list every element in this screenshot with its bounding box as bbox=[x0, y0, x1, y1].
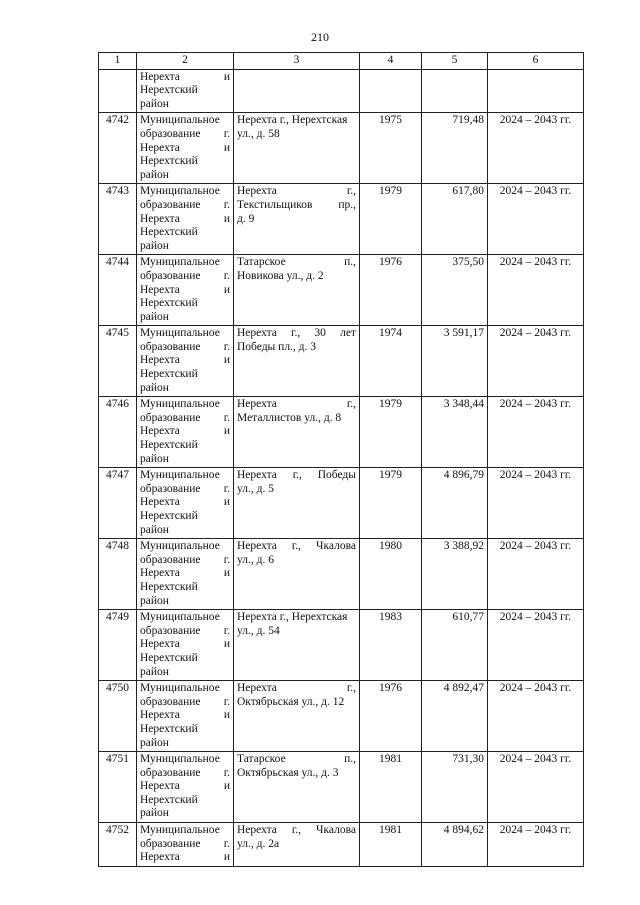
cell-line bbox=[140, 824, 230, 838]
cell-number: 4748 bbox=[99, 539, 137, 610]
continuation-cell-period bbox=[488, 69, 584, 113]
cell-period: 2024 – 2043 гг. bbox=[488, 326, 584, 397]
cell-area: 4 896,79 bbox=[422, 468, 488, 539]
cell-line bbox=[237, 185, 356, 199]
cell-word: Новикова ул., д. 2 bbox=[237, 269, 324, 282]
page-number: 210 bbox=[311, 30, 329, 44]
cell-word: и bbox=[223, 638, 230, 651]
table-row bbox=[99, 326, 584, 397]
cell-period: 2024 – 2043 гг. bbox=[488, 752, 584, 823]
cell-word: и bbox=[223, 212, 230, 225]
cell-word: район bbox=[140, 523, 169, 536]
cell-number: 4742 bbox=[99, 113, 137, 184]
cell-word: Нерехта bbox=[140, 709, 180, 722]
cell-word: и bbox=[223, 70, 230, 83]
cell-word: Нерехта bbox=[140, 851, 180, 864]
cell-owner bbox=[137, 326, 234, 397]
cell-word: Нерехта bbox=[237, 185, 277, 198]
cell-line bbox=[140, 142, 230, 156]
cell-line bbox=[140, 682, 230, 696]
cell-line bbox=[140, 638, 230, 652]
cell-line bbox=[140, 581, 230, 595]
cell-line bbox=[237, 327, 356, 341]
cell-period: 2024 – 2043 гг. bbox=[488, 610, 584, 681]
cell-line bbox=[140, 723, 230, 737]
cell-word: и bbox=[223, 851, 230, 864]
cell-year: 1979 bbox=[360, 468, 422, 539]
cell-line bbox=[140, 327, 230, 341]
cell-address bbox=[234, 468, 360, 539]
cell-number: 4745 bbox=[99, 326, 137, 397]
table-row bbox=[99, 681, 584, 752]
cell-area: 617,80 bbox=[422, 184, 488, 255]
cell-owner bbox=[137, 113, 234, 184]
cell-line bbox=[140, 398, 230, 412]
cell-word: Муниципальное bbox=[140, 753, 220, 766]
table-row bbox=[99, 184, 584, 255]
cell-line bbox=[140, 696, 230, 710]
cell-word: г., bbox=[346, 682, 356, 695]
cell-word: г. bbox=[223, 695, 230, 708]
cell-address bbox=[234, 752, 360, 823]
cell-word: ул., д. 6 bbox=[237, 553, 274, 566]
cell-line bbox=[140, 425, 230, 439]
cell-number: 4746 bbox=[99, 397, 137, 468]
cell-address bbox=[234, 397, 360, 468]
continuation-cell-number bbox=[99, 69, 137, 113]
cell-word: г., bbox=[346, 398, 356, 411]
cell-line bbox=[237, 341, 356, 355]
cell-year: 1979 bbox=[360, 184, 422, 255]
cell-word: г. bbox=[223, 482, 230, 495]
continuation-row bbox=[99, 69, 584, 113]
cell-year: 1981 bbox=[360, 752, 422, 823]
cell-word: г. bbox=[223, 411, 230, 424]
cell-line bbox=[237, 199, 356, 213]
continuation-cell-address bbox=[234, 69, 360, 113]
cell-word: район bbox=[140, 452, 169, 465]
cell-word: лет bbox=[340, 327, 356, 340]
cell-period: 2024 – 2043 гг. bbox=[488, 397, 584, 468]
cell-line bbox=[140, 737, 230, 751]
cell-word: Муниципальное bbox=[140, 185, 220, 198]
cell-line bbox=[237, 696, 356, 710]
cell-word: район bbox=[140, 594, 169, 607]
cell-word: п., bbox=[344, 256, 356, 269]
cell-line bbox=[140, 496, 230, 510]
table-body bbox=[99, 53, 584, 867]
column-header-4: 4 bbox=[360, 53, 422, 70]
cell-line bbox=[140, 311, 230, 325]
cell-line bbox=[140, 382, 230, 396]
cell-word: Нерехта bbox=[237, 824, 277, 837]
table-row bbox=[99, 113, 584, 184]
cell-line bbox=[140, 483, 230, 497]
continuation-cell-area bbox=[422, 69, 488, 113]
cell-word: и bbox=[223, 496, 230, 509]
cell-word: Муниципальное bbox=[140, 540, 220, 553]
cell-line bbox=[140, 807, 230, 821]
cell-line bbox=[237, 824, 356, 838]
cell-word: ул., д. 58 bbox=[237, 127, 280, 140]
cell-line bbox=[237, 114, 356, 128]
cell-line bbox=[140, 412, 230, 426]
cell-word: образование bbox=[140, 127, 201, 140]
table-row bbox=[99, 610, 584, 681]
continuation-cell-year bbox=[360, 69, 422, 113]
column-header-3: 3 bbox=[234, 53, 360, 70]
cell-word: Муниципальное bbox=[140, 256, 220, 269]
cell-line bbox=[237, 540, 356, 554]
cell-line bbox=[140, 540, 230, 554]
column-header-2: 2 bbox=[137, 53, 234, 70]
cell-word: г. bbox=[223, 269, 230, 282]
cell-period: 2024 – 2043 гг. bbox=[488, 468, 584, 539]
cell-word: Нерехтский bbox=[140, 297, 198, 310]
cell-word: образование bbox=[140, 340, 201, 353]
header-row bbox=[99, 53, 584, 70]
cell-year: 1980 bbox=[360, 539, 422, 610]
cell-area: 4 892,47 bbox=[422, 681, 488, 752]
cell-word: район bbox=[140, 97, 169, 110]
cell-word: и bbox=[223, 567, 230, 580]
cell-line bbox=[237, 469, 356, 483]
cell-word: Нерехтский bbox=[140, 368, 198, 381]
registry-table bbox=[98, 52, 584, 867]
cell-line bbox=[140, 270, 230, 284]
cell-line bbox=[140, 709, 230, 723]
cell-line bbox=[140, 213, 230, 227]
cell-line bbox=[140, 453, 230, 467]
cell-line bbox=[140, 155, 230, 169]
cell-area: 3 348,44 bbox=[422, 397, 488, 468]
cell-period: 2024 – 2043 гг. bbox=[488, 255, 584, 326]
cell-word: Нерехтский bbox=[140, 651, 198, 664]
cell-line bbox=[140, 767, 230, 781]
cell-area: 731,30 bbox=[422, 752, 488, 823]
cell-line bbox=[140, 554, 230, 568]
cell-line bbox=[140, 169, 230, 183]
cell-area: 375,50 bbox=[422, 255, 488, 326]
cell-number: 4752 bbox=[99, 823, 137, 867]
cell-year: 1975 bbox=[360, 113, 422, 184]
cell-word: Нерехта bbox=[237, 682, 277, 695]
cell-line bbox=[140, 666, 230, 680]
cell-word: Нерехта bbox=[237, 398, 277, 411]
cell-line bbox=[237, 128, 356, 142]
cell-word: Муниципальное bbox=[140, 114, 220, 127]
cell-word: Металлистов ул., д. 8 bbox=[237, 411, 342, 424]
cell-year: 1976 bbox=[360, 255, 422, 326]
cell-number: 4744 bbox=[99, 255, 137, 326]
cell-year: 1976 bbox=[360, 681, 422, 752]
cell-word: Нерехтский bbox=[140, 722, 198, 735]
cell-line bbox=[237, 554, 356, 568]
cell-line bbox=[140, 341, 230, 355]
cell-address bbox=[234, 823, 360, 867]
cell-word: Нерехта bbox=[140, 141, 180, 154]
cell-line bbox=[237, 483, 356, 497]
cell-line bbox=[140, 256, 230, 270]
cell-word: г. bbox=[223, 766, 230, 779]
cell-word: г., bbox=[291, 327, 301, 340]
cell-line bbox=[237, 398, 356, 412]
cell-line bbox=[140, 469, 230, 483]
cell-line bbox=[140, 98, 230, 112]
cell-word: район bbox=[140, 807, 169, 820]
cell-line bbox=[140, 240, 230, 254]
table-row bbox=[99, 468, 584, 539]
table-row bbox=[99, 752, 584, 823]
cell-owner bbox=[137, 823, 234, 867]
cell-word: г. bbox=[223, 198, 230, 211]
cell-word: Нерехта bbox=[140, 496, 180, 509]
cell-word: г., bbox=[346, 185, 356, 198]
cell-word: район bbox=[140, 239, 169, 252]
cell-area: 4 894,62 bbox=[422, 823, 488, 867]
cell-word: образование bbox=[140, 766, 201, 779]
cell-owner bbox=[137, 184, 234, 255]
cell-address bbox=[234, 255, 360, 326]
cell-word: Текстильщиков bbox=[237, 198, 313, 211]
cell-word: Нерехта bbox=[140, 567, 180, 580]
cell-line bbox=[140, 851, 230, 865]
cell-owner bbox=[137, 468, 234, 539]
cell-area: 3 388,92 bbox=[422, 539, 488, 610]
cell-line bbox=[237, 682, 356, 696]
cell-year: 1974 bbox=[360, 326, 422, 397]
cell-line bbox=[140, 84, 230, 98]
table-row bbox=[99, 397, 584, 468]
cell-word: Нерехта bbox=[237, 469, 277, 482]
cell-word: образование bbox=[140, 837, 201, 850]
cell-word: Нерехтский bbox=[140, 793, 198, 806]
cell-period: 2024 – 2043 гг. bbox=[488, 184, 584, 255]
cell-word: Нерехта bbox=[237, 327, 277, 340]
cell-line bbox=[237, 753, 356, 767]
cell-address bbox=[234, 184, 360, 255]
cell-line bbox=[140, 780, 230, 794]
cell-word: 30 bbox=[314, 327, 326, 340]
cell-owner bbox=[137, 610, 234, 681]
table-row bbox=[99, 823, 584, 867]
cell-number: 4747 bbox=[99, 468, 137, 539]
cell-word: Нерехтский bbox=[140, 580, 198, 593]
cell-word: г. bbox=[223, 837, 230, 850]
cell-word: и bbox=[223, 141, 230, 154]
cell-line bbox=[140, 652, 230, 666]
cell-word: образование bbox=[140, 269, 201, 282]
cell-line bbox=[140, 595, 230, 609]
table-row bbox=[99, 539, 584, 610]
cell-number: 4751 bbox=[99, 752, 137, 823]
cell-word: г., bbox=[291, 540, 302, 553]
cell-word: и bbox=[223, 425, 230, 438]
cell-word: г., bbox=[291, 824, 302, 837]
cell-line bbox=[237, 270, 356, 284]
cell-address bbox=[234, 113, 360, 184]
cell-word: Татарское bbox=[237, 256, 286, 269]
cell-line bbox=[140, 524, 230, 538]
cell-word: Нерехта bbox=[140, 283, 180, 296]
cell-word: район bbox=[140, 381, 169, 394]
cell-address bbox=[234, 539, 360, 610]
cell-line bbox=[140, 297, 230, 311]
table-row bbox=[99, 255, 584, 326]
cell-line bbox=[140, 71, 230, 85]
cell-word: Нерехтский bbox=[140, 510, 198, 522]
cell-word: образование bbox=[140, 482, 201, 495]
cell-word: и bbox=[223, 354, 230, 367]
cell-word: и bbox=[223, 283, 230, 296]
cell-area: 610,77 bbox=[422, 610, 488, 681]
cell-number: 4749 bbox=[99, 610, 137, 681]
cell-line bbox=[140, 368, 230, 382]
cell-owner bbox=[137, 539, 234, 610]
cell-word: Муниципальное bbox=[140, 824, 220, 837]
cell-word: Нерехта bbox=[140, 354, 180, 367]
cell-line bbox=[237, 611, 356, 625]
cell-word: образование bbox=[140, 553, 201, 566]
cell-word: Нерехтский bbox=[140, 226, 198, 239]
cell-address bbox=[234, 610, 360, 681]
cell-word: район bbox=[140, 168, 169, 181]
cell-line bbox=[237, 256, 356, 270]
cell-year: 1983 bbox=[360, 610, 422, 681]
cell-word: Татарское bbox=[237, 753, 286, 766]
cell-word: и bbox=[223, 709, 230, 722]
cell-word: Муниципальное bbox=[140, 469, 220, 482]
cell-word: Октябрьская ул., д. 12 bbox=[237, 695, 345, 708]
cell-year: 1981 bbox=[360, 823, 422, 867]
cell-word: Победы пл., д. 3 bbox=[237, 340, 317, 353]
cell-word: г., bbox=[292, 469, 302, 482]
cell-word: образование bbox=[140, 695, 201, 708]
cell-word: Нерехта bbox=[140, 780, 180, 793]
cell-area: 3 591,17 bbox=[422, 326, 488, 397]
cell-word: г. bbox=[223, 624, 230, 637]
cell-line bbox=[140, 567, 230, 581]
cell-word: пр., bbox=[338, 198, 356, 211]
cell-word: Муниципальное bbox=[140, 398, 220, 411]
cell-word: п., bbox=[344, 753, 356, 766]
cell-line bbox=[140, 611, 230, 625]
cell-line bbox=[140, 510, 230, 524]
cell-line bbox=[140, 439, 230, 453]
cell-owner bbox=[137, 255, 234, 326]
cell-line bbox=[237, 213, 356, 227]
cell-line bbox=[140, 794, 230, 808]
cell-area: 719,48 bbox=[422, 113, 488, 184]
cell-address bbox=[234, 681, 360, 752]
cell-owner bbox=[137, 681, 234, 752]
continuation-cell-owner bbox=[137, 69, 234, 113]
cell-word: Победы bbox=[317, 469, 356, 482]
cell-period: 2024 – 2043 гг. bbox=[488, 681, 584, 752]
cell-year: 1979 bbox=[360, 397, 422, 468]
cell-word: образование bbox=[140, 411, 201, 424]
cell-word: Чкалова bbox=[316, 540, 356, 553]
cell-line bbox=[140, 199, 230, 213]
cell-word: район bbox=[140, 665, 169, 678]
cell-word: Нерехтский bbox=[140, 84, 198, 97]
cell-line bbox=[140, 185, 230, 199]
cell-word: район bbox=[140, 736, 169, 749]
cell-line bbox=[237, 767, 356, 781]
cell-word: Октябрьская ул., д. 3 bbox=[237, 766, 339, 779]
cell-line bbox=[140, 753, 230, 767]
cell-word: г. bbox=[223, 340, 230, 353]
cell-word: Нерехтский bbox=[140, 439, 198, 452]
cell-word: д. 9 bbox=[237, 212, 255, 225]
cell-owner bbox=[137, 752, 234, 823]
cell-line bbox=[140, 128, 230, 142]
cell-line bbox=[237, 838, 356, 852]
cell-word: и bbox=[223, 780, 230, 793]
cell-word: Нерехта г., Нерехтская bbox=[237, 114, 348, 127]
cell-line bbox=[140, 625, 230, 639]
cell-number: 4750 bbox=[99, 681, 137, 752]
cell-word: Нерехта bbox=[140, 212, 180, 225]
cell-line bbox=[140, 114, 230, 128]
column-header-6: 6 bbox=[488, 53, 584, 70]
cell-word: образование bbox=[140, 624, 201, 637]
cell-word: Нерехтский bbox=[140, 155, 198, 168]
cell-word: ул., д. 2а bbox=[237, 837, 280, 850]
cell-line bbox=[140, 838, 230, 852]
cell-word: ул., д. 54 bbox=[237, 624, 280, 637]
cell-word: Нерехта bbox=[140, 425, 180, 438]
cell-word: ул., д. 5 bbox=[237, 482, 274, 495]
cell-word: Муниципальное bbox=[140, 327, 220, 340]
cell-line bbox=[140, 284, 230, 298]
cell-word: Нерехта г., Нерехтская bbox=[237, 611, 348, 624]
cell-word: Нерехта bbox=[140, 638, 180, 651]
cell-period: 2024 – 2043 гг. bbox=[488, 539, 584, 610]
cell-address bbox=[234, 326, 360, 397]
cell-word: г. bbox=[223, 127, 230, 140]
cell-owner bbox=[137, 397, 234, 468]
cell-word: Чкалова bbox=[316, 824, 356, 837]
cell-line bbox=[237, 412, 356, 426]
cell-word: Нерехта bbox=[140, 70, 180, 83]
cell-line bbox=[237, 625, 356, 639]
cell-word: Нерехта bbox=[237, 540, 277, 553]
column-header-5: 5 bbox=[422, 53, 488, 70]
cell-line bbox=[140, 226, 230, 240]
column-header-1: 1 bbox=[99, 53, 137, 70]
cell-word: район bbox=[140, 310, 169, 323]
cell-line bbox=[140, 354, 230, 368]
cell-word: Муниципальное bbox=[140, 682, 220, 695]
cell-word: образование bbox=[140, 198, 201, 211]
cell-period: 2024 – 2043 гг. bbox=[488, 113, 584, 184]
cell-period: 2024 – 2043 гг. bbox=[488, 823, 584, 867]
cell-word: г. bbox=[223, 553, 230, 566]
cell-number: 4743 bbox=[99, 184, 137, 255]
cell-word: Муниципальное bbox=[140, 611, 220, 624]
